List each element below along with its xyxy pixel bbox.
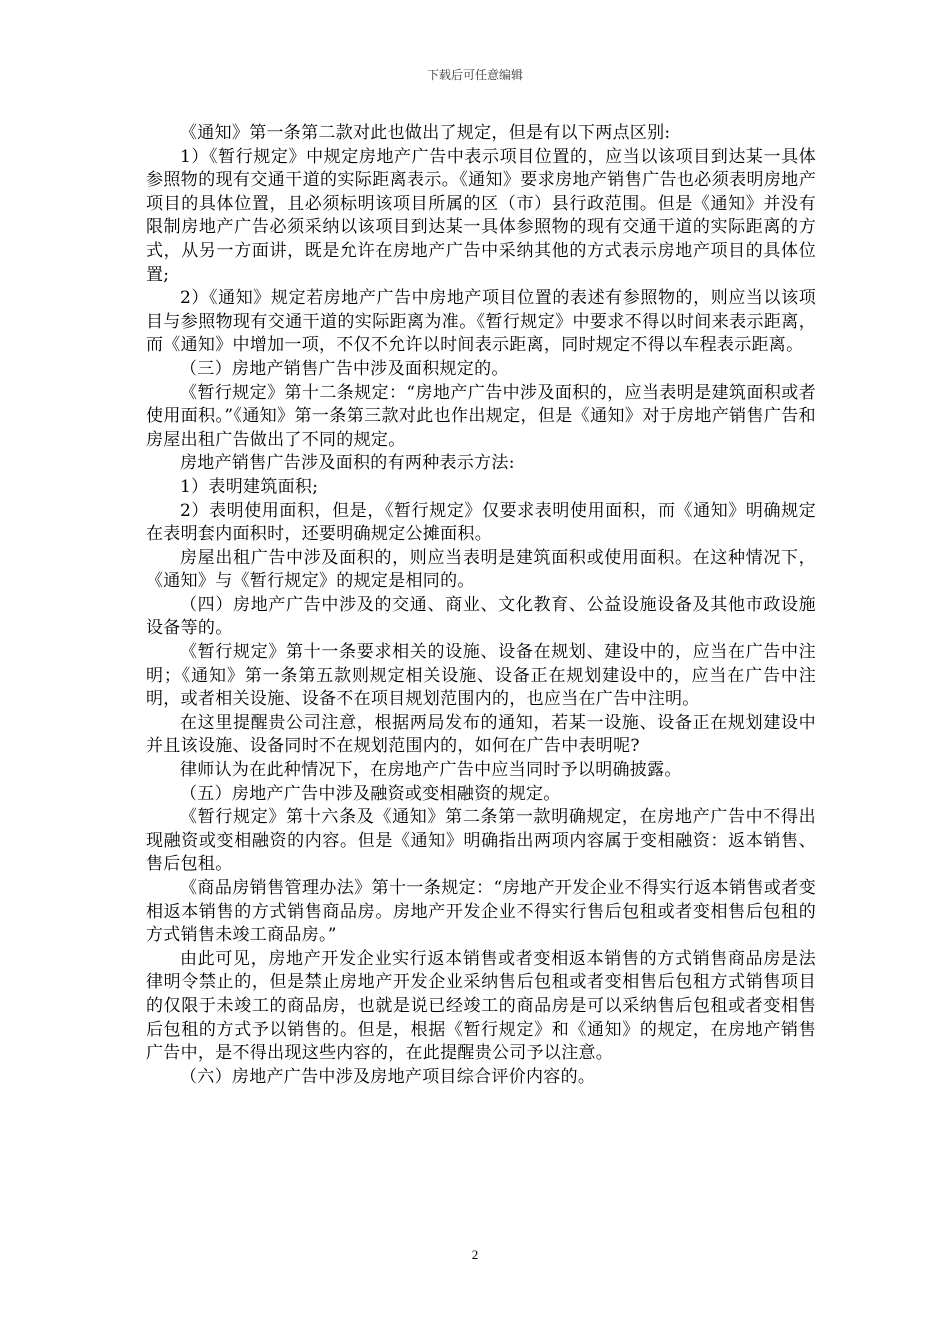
paragraph: 房屋出租广告中涉及面积的，则应当表明是建筑面积或使用面积。在这种情况下，《通知》与《暂行规定》的规定是相同的。 xyxy=(146,547,816,592)
page-number: 2 xyxy=(471,1247,479,1262)
section-heading: （五）房地产广告中涉及融资或变相融资的规定。 xyxy=(180,783,561,804)
paragraph: 1）表明建筑面积; xyxy=(180,476,319,497)
paragraph: 1）《暂行规定》中规定房地产广告中表示项目位置的，应当以该项目到达某一具体参照物的现有交通干道的实际距离表示。《通知》要求房地产销售广告也必须表明房地产项目的具体位置，且必须标明该项目所属的区（市）县行政范围。但是《通知》并没有限制房地产广告必须采纳以该项目到达某一具体参照物的现有交通干道的实际距离的方式，从另一方面讲，既是允许在房地产广告中采纳其他的方式表示房地产项目的具体位置; xyxy=(146,146,816,285)
paragraph: 律师认为在此种情况下，在房地产广告中应当同时予以明确披露。 xyxy=(180,760,682,781)
paragraph: 《暂行规定》第十六条及《通知》第二条第一款明确规定，在房地产广告中不得出现融资或变相融资的内容。但是《通知》明确指出两项内容属于变相融资：返本销售、售后包租。 xyxy=(146,807,816,875)
paragraph: 在这里提醒贵公司注意，根据两局发布的通知，若某一设施、设备正在规划建设中并且该设施、设备同时不在规划范围内的，如何在广告中表明呢? xyxy=(146,712,816,757)
paragraph: 2）《通知》规定若房地产广告中房地产项目位置的表述有参照物的，则应当以该项目与参照物现有交通干道的实际距离为准。《暂行规定》中要求不得以时间来表示距离，而《通知》中增加一项，不仅不允许以时间表示距离，同时规定不得以车程表示距离。 xyxy=(146,288,816,356)
paragraph: 《暂行规定》第十二条规定：“房地产广告中涉及面积的，应当表明是建筑面积或者使用面积。”《通知》第一条第三款对此也作出规定，但是《通知》对于房地产销售广告和房屋出租广告做出了不同的规定。 xyxy=(146,382,816,450)
paragraph: 《通知》第一条第二款对此也做出了规定，但是有以下两点区别: xyxy=(180,123,671,143)
paragraph: 《暂行规定》第十一条要求相关的设施、设备在规划、建设中的，应当在广告中注明；《通知》第一条第五款则规定相关设施、设备正在规划建设中的，应当在广告中注明，或者相关设施、设备不在项目规划范围内的，也应当在广告中注明。 xyxy=(146,642,816,710)
paragraph: 2）表明使用面积，但是，《暂行规定》仅要求表明使用面积，而《通知》明确规定在表明套内面积时，还要明确规定公摊面积。 xyxy=(146,500,816,545)
paragraph: 《商品房销售管理办法》第十一条规定：“房地产开发企业不得实行返本销售或者变相返本销售的方式销售商品房。房地产开发企业不得实行售后包租或者变相售后包租的方式销售未竣工商品房。” xyxy=(146,878,816,946)
paragraph: 由此可见，房地产开发企业实行返本销售或者变相返本销售的方式销售商品房是法律明令禁止的，但是禁止房地产开发企业采纳售后包租或者变相售后包租方式销售项目的仅限于未竣工的商品房，也就是说已经竣工的商品房是可以采纳售后包租或者变相售后包租的方式予以销售的。但是，根据《暂行规定》和《通知》的规定，在房地产销售广告中，是不得出现这些内容的，在此提醒贵公司予以注意。 xyxy=(146,948,816,1064)
section-heading: （四）房地产广告中涉及的交通、商业、文化教育、公益设施设备及其他市政设施设备等的。 xyxy=(146,594,816,639)
section-heading: （六）房地产广告中涉及房地产项目综合评价内容的。 xyxy=(180,1066,596,1087)
paragraph: 房地产销售广告涉及面积的有两种表示方法: xyxy=(180,453,515,474)
page-header: 下载后可任意编辑 xyxy=(426,68,523,82)
document-body xyxy=(146,122,816,1089)
section-heading: （三）房地产销售广告中涉及面积规定的。 xyxy=(180,358,509,379)
